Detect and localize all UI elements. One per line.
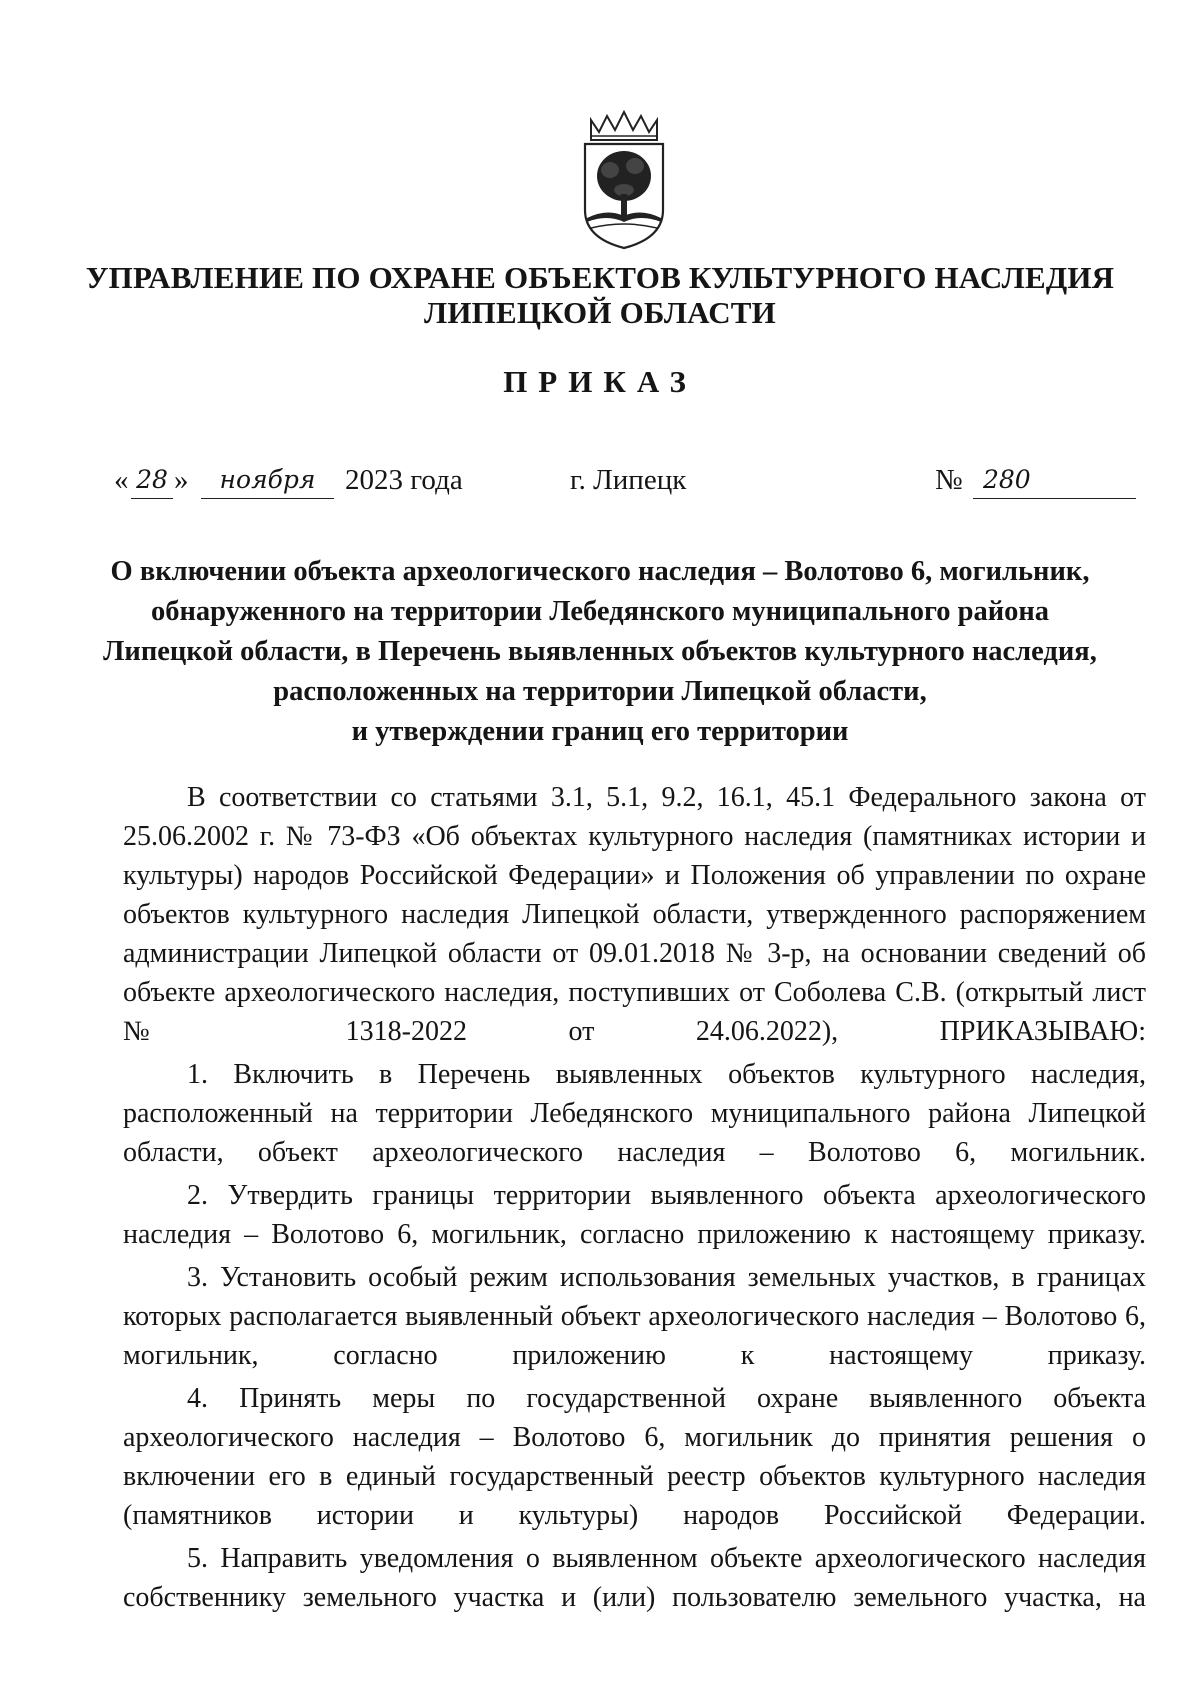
document-body: [123, 778, 1146, 1617]
order-item-3: 3. Установить особый режим использования земельных участков, в границах которых располагается выявленный объект археологического наследия – Волотово 6, могильник, согласно приложению к настоящему приказу.: [123, 1262, 1146, 1371]
preamble-paragraph: В соответствии со статьями 3.1, 5.1, 9.2, 16.1, 45.1 Федерального закона от 25.06.2002 г. № 73-ФЗ «Об объектах культурного наследия (памятниках истории и культуры) народов Российской Федерации» и Положения об управлении по охране объектов культурного наследия Липецкой области, утвержденного распоряжением администрации Липецкой области от 09.01.2018 № 3-р, на основании сведений об объекте археологического наследия, поступивших от Соболева С.В. (открытый лист № 1318-2022 от 24.06.2022), ПРИКАЗЫВАЮ:: [123, 782, 1146, 1047]
subject-line: обнаруженного на территории Лебедянского муниципального района: [150, 596, 1050, 627]
coat-of-arms-icon: [577, 110, 671, 250]
subject-line: Липецкой области, в Перечень выявленных объектов культурного наследия,: [103, 636, 1097, 667]
document-subject: [0, 552, 1200, 752]
document-type-title: ПРИКАЗ: [503, 364, 697, 399]
subject-line: О включении объекта археологического наследия – Волотово 6, могильник,: [110, 556, 1090, 587]
date-quote-close: »: [174, 464, 189, 496]
date-month: ноября: [201, 462, 334, 499]
date-day: 28: [131, 462, 173, 499]
document-number: 280: [973, 462, 1136, 499]
date-year: 2023 года: [345, 464, 463, 496]
subject-line: и утверждении границ его территории: [351, 716, 849, 747]
subject-line: расположенных на территории Липецкой области,: [273, 676, 927, 707]
document-number-label: №: [935, 464, 963, 496]
order-item-1: 1. Включить в Перечень выявленных объектов культурного наследия, расположенный на территории Лебедянского муниципального района Липецкой области, объект археологического наследия – Волотово 6, могильник.: [123, 1059, 1146, 1168]
date-quote-open: «: [114, 464, 129, 496]
document-city: г. Липецк: [570, 464, 687, 496]
order-item-2: 2. Утвердить границы территории выявленного объекта археологического наследия – Волотово 6, могильник, согласно приложению к настоящему приказу.: [123, 1180, 1146, 1250]
order-item-4: 4. Принять меры по государственной охране выявленного объекта археологического наследия – Волотово 6, могильник до принятия решения о включении его в единый государственный реестр объектов культурного наследия (памятников истории и культуры) народов Российской Федерации.: [123, 1383, 1146, 1531]
organization-name-line2: ЛИПЕЦКОЙ ОБЛАСТИ: [424, 295, 776, 330]
organization-name-line1: УПРАВЛЕНИЕ ПО ОХРАНЕ ОБЪЕКТОВ КУЛЬТУРНОГО НАСЛЕДИЯ: [85, 260, 1115, 295]
order-item-5: 5. Направить уведомления о выявленном объекте археологического наследия собственнику земельного участка и (или) пользователю земельного участка, на: [123, 1543, 1146, 1613]
